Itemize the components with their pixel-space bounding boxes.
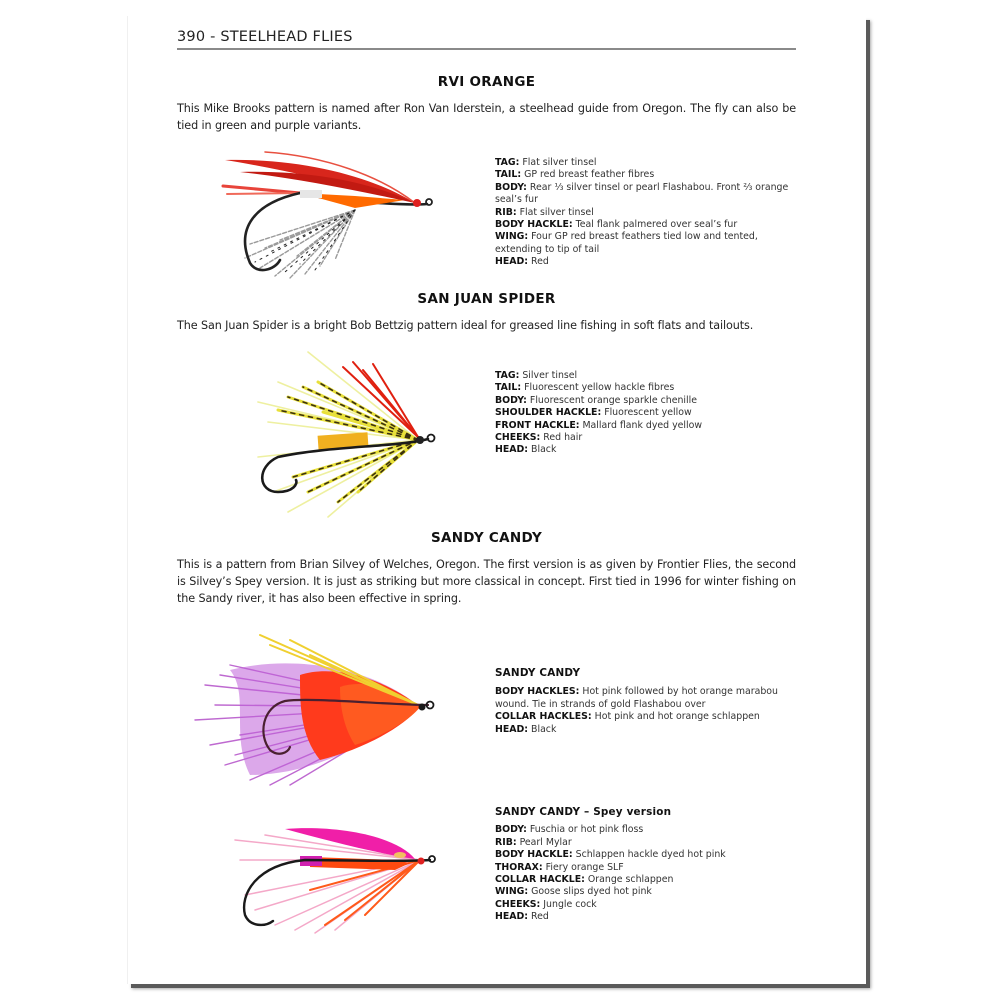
sandy-candy-fly-image: [190, 625, 440, 790]
recipe-line: BODY HACKLE: Teal flank palmered over seal’s fur: [495, 219, 738, 231]
recipe-line: RIB: Flat silver tinsel: [495, 206, 594, 218]
recipe-line: COLLAR HACKLE: Orange schlappen: [495, 874, 674, 886]
recipe-line: BODY HACKLES: Hot pink followed by hot orange marabou wound. Tie in strands of gold Flashabou over: [495, 686, 778, 710]
recipe-rvi-orange: [495, 157, 795, 269]
recipe-line: HEAD: Red: [495, 911, 549, 923]
section-title-sandy-candy: SANDY CANDY: [430, 530, 543, 546]
recipe-line: CHEEKS: Red hair: [495, 432, 583, 444]
recipe-line: BODY: Rear ⅓ silver tinsel or pearl Flashabou. Front ⅔ orange seal’s fur: [495, 181, 789, 206]
rvi-orange-fly-image: [205, 148, 445, 283]
recipe-line: COLLAR HACKLES: Hot pink and hot orange schlappen: [495, 711, 760, 723]
intro-rvi-orange: This Mike Brooks pattern is named after Ron Van Iderstein, a steelhead guide from Oregon. The fly can also be tied in green and purple variants.: [177, 102, 796, 132]
recipe-line: SHOULDER HACKLE: Fluorescent yellow: [495, 407, 692, 419]
section-title-rvi-orange: RVI ORANGE: [437, 74, 536, 90]
recipe-line: HEAD: Red: [495, 256, 549, 268]
recipe-line: CHEEKS: Jungle cock: [495, 898, 597, 910]
recipe-line: FRONT HACKLE: Mallard flank dyed yellow: [495, 419, 703, 431]
recipe-san-juan-spider: [495, 370, 745, 457]
recipe-title: SANDY CANDY: [495, 667, 581, 679]
recipe-line: HEAD: Black: [495, 723, 557, 735]
section-title-san-juan-spider: SAN JUAN SPIDER: [417, 291, 556, 307]
recipe-line: TAIL: GP red breast feather fibres: [495, 169, 655, 181]
recipe-line: RIB: Pearl Mylar: [495, 836, 572, 848]
recipe-line: HEAD: Black: [495, 444, 557, 456]
recipe-sandy-candy-spey: [495, 806, 755, 924]
intro-san-juan-spider: The San Juan Spider is a bright Bob Bettzig pattern ideal for greased line fishing in soft flats and tailouts.: [177, 319, 754, 332]
recipe-line: BODY: Fuschia or hot pink floss: [495, 824, 644, 836]
recipe-line: TAIL: Fluorescent yellow hackle fibres: [495, 382, 675, 394]
sandy-candy-spey-fly-image: [225, 815, 440, 940]
recipe-title: SANDY CANDY – Spey version: [495, 806, 672, 818]
running-head: 390 - STEELHEAD FLIES: [177, 29, 796, 50]
intro-sandy-candy: This is a pattern from Brian Silvey of Welches, Oregon. The first version is as given by Frontier Flies, the second is Silvey’s Spey version. It is just as striking but more classical in concept. First tied in 1996 for winter fishing on the Sandy river, it has also been effective in spring.: [177, 558, 796, 605]
recipe-line: BODY: Fluorescent orange sparkle chenille: [495, 394, 697, 406]
recipe-line: TAG: Flat silver tinsel: [495, 157, 597, 168]
recipe-line: WING: Four GP red breast feathers tied low and tented, extending to tip of tail: [495, 231, 758, 255]
recipe-sandy-candy: [495, 667, 795, 736]
recipe-line: WING: Goose slips dyed hot pink: [495, 886, 652, 898]
recipe-line: BODY HACKLE: Schlappen hackle dyed hot pink: [495, 849, 726, 861]
san-juan-spider-fly-image: [248, 342, 448, 522]
recipe-line: THORAX: Fiery orange SLF: [495, 861, 624, 873]
recipe-line: TAG: Silver tinsel: [495, 370, 578, 381]
